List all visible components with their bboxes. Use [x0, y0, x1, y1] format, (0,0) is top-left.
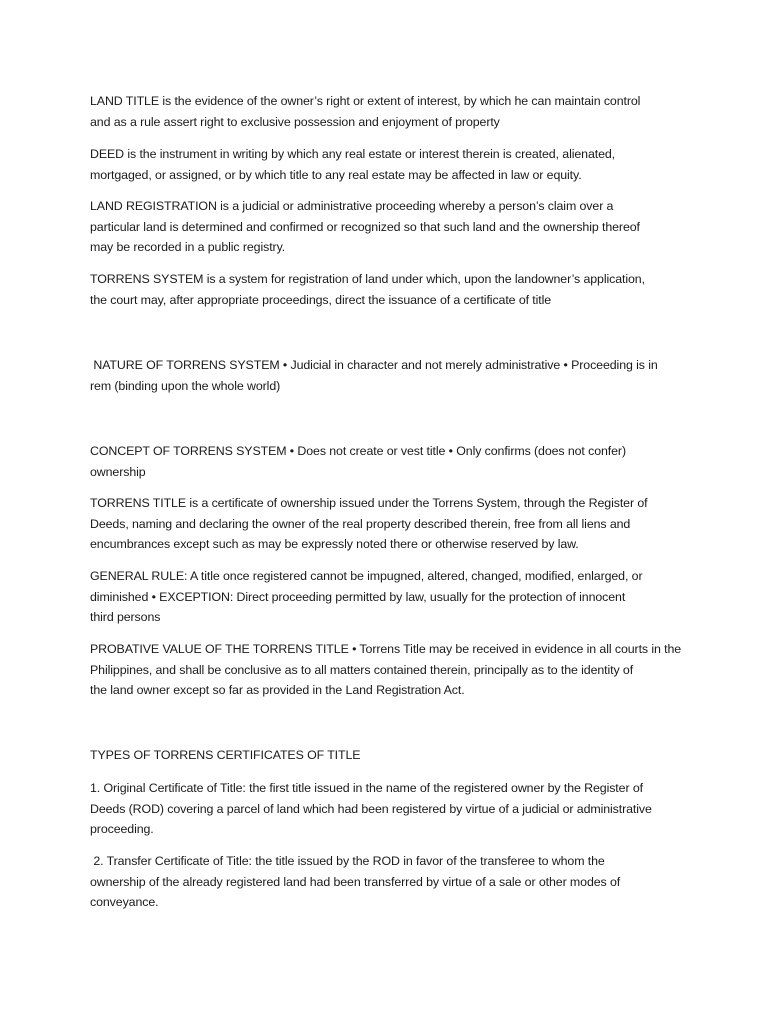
- heading-types-of-certificates: [90, 745, 690, 766]
- paragraph-torrens-title: [90, 493, 690, 555]
- text-line: NATURE OF TORRENS SYSTEM • Judicial in character and not merely administrative • Proceeding is in: [90, 358, 658, 372]
- text-line: LAND REGISTRATION is a judicial or administrative proceeding whereby a person’s claim over a: [90, 199, 614, 213]
- text-line: ownership: [90, 464, 146, 479]
- text-line: Deeds (ROD) covering a parcel of land which had been registered by virtue of a judicial or administrative: [90, 801, 652, 816]
- paragraph-general-rule: [90, 566, 690, 628]
- text-line: TORRENS TITLE is a certificate of ownership issued under the Torrens System, through the Register of: [90, 496, 648, 510]
- text-line: TORRENS SYSTEM is a system for registration of land under which, upon the landowner’s application,: [90, 272, 645, 286]
- text-line: the land owner except so far as provided in the Land Registration Act.: [90, 683, 465, 697]
- text-line: third persons: [90, 610, 161, 624]
- text-line: CONCEPT OF TORRENS SYSTEM • Does not create or vest title • Only confirms (does not confer): [90, 444, 626, 458]
- text-line: rem (binding upon the whole world): [90, 378, 281, 393]
- paragraph-concept-of-torrens: [90, 441, 690, 482]
- paragraph-probative-value: [90, 639, 690, 701]
- text-line: Deeds, naming and declaring the owner of the real property described therein, free from all liens and: [90, 516, 631, 531]
- text-line: and as a rule assert right to exclusive possession and enjoyment of property: [90, 114, 500, 129]
- paragraph-land-title: [90, 91, 690, 132]
- paragraph-nature-of-torrens: [90, 355, 690, 396]
- text-line: proceeding.: [90, 822, 154, 836]
- text-line: particular land is determined and confirmed or recognized so that such land and the ownership thereof: [90, 219, 640, 234]
- text-line: LAND TITLE is the evidence of the owner’s right or extent of interest, by which he can maintain control: [90, 94, 641, 108]
- text-line: 1. Original Certificate of Title: the first title issued in the name of the registered owner by the Register of: [90, 781, 643, 795]
- paragraph-transfer-certificate: [90, 851, 690, 913]
- paragraph-original-certificate: [90, 778, 690, 840]
- text-line: PROBATIVE VALUE OF THE TORRENS TITLE • Torrens Title may be received in evidence in all courts in the: [90, 642, 682, 656]
- text-line: the court may, after appropriate proceedings, direct the issuance of a certificate of title: [90, 292, 552, 307]
- text-line: Philippines, and shall be conclusive as to all matters contained therein, principally as to the identity of: [90, 662, 634, 677]
- text-line: mortgaged, or assigned, or by which title to any real estate may be affected in law or equity.: [90, 167, 582, 182]
- text-line: ownership of the already registered land had been transferred by virtue of a sale or other modes of: [90, 874, 621, 889]
- paragraph-torrens-system: [90, 269, 690, 310]
- text-line: TYPES OF TORRENS CERTIFICATES OF TITLE: [90, 748, 361, 762]
- paragraph-deed: [90, 144, 690, 185]
- text-line: may be recorded in a public registry.: [90, 240, 286, 254]
- text-line: diminished • EXCEPTION: Direct proceeding permitted by law, usually for the protection of innocent: [90, 589, 626, 604]
- paragraph-land-registration: [90, 196, 690, 258]
- text-line: 2. Transfer Certificate of Title: the title issued by the ROD in favor of the transferee to whom the: [90, 854, 605, 868]
- text-line: GENERAL RULE: A title once registered cannot be impugned, altered, changed, modified, enlarged, or: [90, 569, 643, 583]
- text-line: encumbrances except such as may be expressly noted there or otherwise reserved by law.: [90, 537, 579, 551]
- text-line: conveyance.: [90, 895, 159, 909]
- text-line: DEED is the instrument in writing by which any real estate or interest therein is created, alienated,: [90, 147, 616, 161]
